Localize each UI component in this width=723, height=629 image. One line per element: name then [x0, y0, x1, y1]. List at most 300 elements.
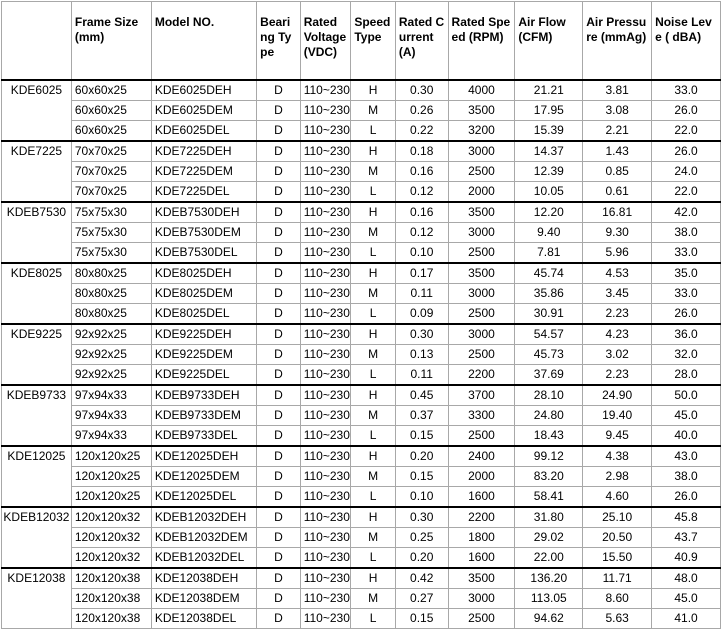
series-cell: KDE9225: [2, 324, 72, 385]
frame-size-cell: 120x120x32: [71, 528, 151, 548]
bearing-type-cell: D: [257, 528, 301, 548]
bearing-type-cell: D: [257, 202, 301, 223]
rated-current-cell: 0.11: [395, 284, 448, 304]
rated-voltage-cell: 110~230: [300, 263, 351, 284]
air-flow-cell: 15.39: [515, 121, 583, 142]
model-no-cell: KDE9225DEL: [151, 365, 256, 386]
model-no-cell: KDEB9733DEM: [151, 406, 256, 426]
table-row: [2, 426, 721, 447]
model-no-cell: KDE9225DEM: [151, 345, 256, 365]
air-pressure-cell: 19.40: [583, 406, 652, 426]
rated-current-cell: 0.17: [395, 263, 448, 284]
rated-voltage-cell: 110~230: [300, 568, 351, 589]
rated-current-cell: 0.30: [395, 324, 448, 345]
air-flow-cell: 94.62: [515, 609, 583, 629]
noise-level-cell: 45.0: [652, 589, 721, 609]
rated-current-cell: 0.20: [395, 548, 448, 569]
table-row: [2, 162, 721, 182]
noise-level-cell: 42.0: [652, 202, 721, 223]
rated-current-cell: 0.13: [395, 345, 448, 365]
table-row: [2, 121, 721, 142]
rated-speed-cell: 2500: [448, 304, 515, 325]
air-flow-cell: 17.95: [515, 101, 583, 121]
rated-voltage-cell: 110~230: [300, 101, 351, 121]
series-cell: KDEB9733: [2, 385, 72, 446]
model-no-cell: KDE6025DEM: [151, 101, 256, 121]
frame-size-cell: 80x80x25: [71, 284, 151, 304]
air-pressure-cell: 8.60: [583, 589, 652, 609]
air-flow-cell: 29.02: [515, 528, 583, 548]
rated-current-cell: 0.37: [395, 406, 448, 426]
speed-type-cell: M: [351, 589, 396, 609]
speed-type-cell: M: [351, 223, 396, 243]
rated-speed-cell: 2400: [448, 446, 515, 467]
speed-type-cell: M: [351, 284, 396, 304]
noise-level-cell: 50.0: [652, 385, 721, 406]
header-rated-voltage: Rated Voltage (VDC): [300, 2, 351, 81]
rated-current-cell: 0.10: [395, 487, 448, 508]
model-no-cell: KDE8025DEL: [151, 304, 256, 325]
model-no-cell: KDE12025DEH: [151, 446, 256, 467]
noise-level-cell: 48.0: [652, 568, 721, 589]
air-pressure-cell: 2.23: [583, 365, 652, 386]
rated-voltage-cell: 110~230: [300, 406, 351, 426]
air-pressure-cell: 25.10: [583, 507, 652, 528]
model-no-cell: KDEB7530DEM: [151, 223, 256, 243]
frame-size-cell: 60x60x25: [71, 121, 151, 142]
table-row: [2, 568, 721, 589]
header-row: [2, 2, 721, 81]
speed-type-cell: L: [351, 426, 396, 447]
noise-level-cell: 26.0: [652, 101, 721, 121]
rated-voltage-cell: 110~230: [300, 609, 351, 629]
model-no-cell: KDE7225DEH: [151, 141, 256, 162]
rated-voltage-cell: 110~230: [300, 528, 351, 548]
speed-type-cell: L: [351, 182, 396, 203]
fan-spec-table: [1, 1, 721, 629]
rated-speed-cell: 2500: [448, 345, 515, 365]
noise-level-cell: 26.0: [652, 304, 721, 325]
model-no-cell: KDE6025DEL: [151, 121, 256, 142]
speed-type-cell: L: [351, 487, 396, 508]
model-no-cell: KDE8025DEH: [151, 263, 256, 284]
rated-voltage-cell: 110~230: [300, 426, 351, 447]
table-row: [2, 324, 721, 345]
frame-size-cell: 120x120x38: [71, 609, 151, 629]
model-no-cell: KDEB9733DEL: [151, 426, 256, 447]
air-pressure-cell: 20.50: [583, 528, 652, 548]
bearing-type-cell: D: [257, 121, 301, 142]
speed-type-cell: H: [351, 507, 396, 528]
rated-voltage-cell: 110~230: [300, 243, 351, 264]
model-no-cell: KDEB12032DEL: [151, 548, 256, 569]
noise-level-cell: 43.7: [652, 528, 721, 548]
rated-speed-cell: 1600: [448, 548, 515, 569]
frame-size-cell: 97x94x33: [71, 406, 151, 426]
rated-speed-cell: 3300: [448, 406, 515, 426]
model-no-cell: KDEB12032DEM: [151, 528, 256, 548]
air-pressure-cell: 16.81: [583, 202, 652, 223]
frame-size-cell: 120x120x25: [71, 467, 151, 487]
model-no-cell: KDE12038DEH: [151, 568, 256, 589]
speed-type-cell: H: [351, 141, 396, 162]
frame-size-cell: 60x60x25: [71, 101, 151, 121]
rated-voltage-cell: 110~230: [300, 304, 351, 325]
frame-size-cell: 60x60x25: [71, 80, 151, 101]
air-flow-cell: 35.86: [515, 284, 583, 304]
bearing-type-cell: D: [257, 101, 301, 121]
bearing-type-cell: D: [257, 609, 301, 629]
frame-size-cell: 75x75x30: [71, 202, 151, 223]
noise-level-cell: 41.0: [652, 609, 721, 629]
rated-voltage-cell: 110~230: [300, 223, 351, 243]
rated-speed-cell: 2000: [448, 182, 515, 203]
air-pressure-cell: 4.23: [583, 324, 652, 345]
bearing-type-cell: D: [257, 243, 301, 264]
table-row: [2, 365, 721, 386]
frame-size-cell: 70x70x25: [71, 141, 151, 162]
rated-speed-cell: 2500: [448, 609, 515, 629]
table-row: [2, 487, 721, 508]
noise-level-cell: 33.0: [652, 243, 721, 264]
bearing-type-cell: D: [257, 507, 301, 528]
air-flow-cell: 136.20: [515, 568, 583, 589]
air-pressure-cell: 4.53: [583, 263, 652, 284]
rated-voltage-cell: 110~230: [300, 121, 351, 142]
rated-speed-cell: 3000: [448, 223, 515, 243]
rated-voltage-cell: 110~230: [300, 182, 351, 203]
air-flow-cell: 21.21: [515, 80, 583, 101]
model-no-cell: KDE7225DEL: [151, 182, 256, 203]
air-flow-cell: 18.43: [515, 426, 583, 447]
table-row: [2, 101, 721, 121]
rated-speed-cell: 1600: [448, 487, 515, 508]
rated-speed-cell: 3000: [448, 284, 515, 304]
table-row: [2, 609, 721, 629]
air-pressure-cell: 2.98: [583, 467, 652, 487]
model-no-cell: KDE6025DEH: [151, 80, 256, 101]
table-row: [2, 467, 721, 487]
series-cell: KDE12025: [2, 446, 72, 507]
bearing-type-cell: D: [257, 365, 301, 386]
rated-current-cell: 0.15: [395, 467, 448, 487]
rated-speed-cell: 3000: [448, 141, 515, 162]
noise-level-cell: 22.0: [652, 182, 721, 203]
series-cell: KDEB7530: [2, 202, 72, 263]
frame-size-cell: 120x120x25: [71, 446, 151, 467]
rated-voltage-cell: 110~230: [300, 365, 351, 386]
speed-type-cell: H: [351, 324, 396, 345]
bearing-type-cell: D: [257, 385, 301, 406]
rated-voltage-cell: 110~230: [300, 284, 351, 304]
speed-type-cell: M: [351, 406, 396, 426]
speed-type-cell: H: [351, 385, 396, 406]
rated-current-cell: 0.16: [395, 202, 448, 223]
rated-current-cell: 0.20: [395, 446, 448, 467]
air-pressure-cell: 5.96: [583, 243, 652, 264]
table-row: [2, 589, 721, 609]
air-flow-cell: 12.39: [515, 162, 583, 182]
rated-current-cell: 0.10: [395, 243, 448, 264]
noise-level-cell: 33.0: [652, 80, 721, 101]
speed-type-cell: H: [351, 446, 396, 467]
table-row: [2, 528, 721, 548]
rated-speed-cell: 2200: [448, 365, 515, 386]
frame-size-cell: 75x75x30: [71, 243, 151, 264]
noise-level-cell: 43.0: [652, 446, 721, 467]
speed-type-cell: L: [351, 121, 396, 142]
air-flow-cell: 14.37: [515, 141, 583, 162]
bearing-type-cell: D: [257, 568, 301, 589]
table-row: [2, 263, 721, 284]
noise-level-cell: 40.9: [652, 548, 721, 569]
rated-current-cell: 0.30: [395, 507, 448, 528]
rated-speed-cell: 2500: [448, 162, 515, 182]
rated-current-cell: 0.27: [395, 589, 448, 609]
frame-size-cell: 120x120x32: [71, 548, 151, 569]
noise-level-cell: 28.0: [652, 365, 721, 386]
header-series: [2, 2, 72, 81]
noise-level-cell: 40.0: [652, 426, 721, 447]
frame-size-cell: 80x80x25: [71, 263, 151, 284]
rated-voltage-cell: 110~230: [300, 446, 351, 467]
table-row: [2, 223, 721, 243]
air-pressure-cell: 4.38: [583, 446, 652, 467]
bearing-type-cell: D: [257, 487, 301, 508]
noise-level-cell: 24.0: [652, 162, 721, 182]
air-pressure-cell: 0.85: [583, 162, 652, 182]
speed-type-cell: H: [351, 263, 396, 284]
rated-current-cell: 0.11: [395, 365, 448, 386]
model-no-cell: KDE12038DEM: [151, 589, 256, 609]
speed-type-cell: M: [351, 162, 396, 182]
table-row: [2, 507, 721, 528]
rated-voltage-cell: 110~230: [300, 548, 351, 569]
table-row: [2, 385, 721, 406]
air-pressure-cell: 1.43: [583, 141, 652, 162]
bearing-type-cell: D: [257, 426, 301, 447]
rated-current-cell: 0.18: [395, 141, 448, 162]
rated-voltage-cell: 110~230: [300, 141, 351, 162]
table-row: [2, 141, 721, 162]
speed-type-cell: M: [351, 101, 396, 121]
air-pressure-cell: 2.23: [583, 304, 652, 325]
speed-type-cell: H: [351, 202, 396, 223]
table-row: [2, 446, 721, 467]
speed-type-cell: M: [351, 467, 396, 487]
header-noise-level: Noise Leve ( dBA): [652, 2, 721, 81]
rated-current-cell: 0.15: [395, 426, 448, 447]
rated-speed-cell: 2000: [448, 467, 515, 487]
air-flow-cell: 9.40: [515, 223, 583, 243]
rated-voltage-cell: 110~230: [300, 487, 351, 508]
frame-size-cell: 97x94x33: [71, 426, 151, 447]
noise-level-cell: 36.0: [652, 324, 721, 345]
air-flow-cell: 99.12: [515, 446, 583, 467]
speed-type-cell: H: [351, 80, 396, 101]
rated-current-cell: 0.12: [395, 182, 448, 203]
rated-speed-cell: 3500: [448, 568, 515, 589]
table-row: [2, 182, 721, 203]
noise-level-cell: 38.0: [652, 223, 721, 243]
rated-current-cell: 0.12: [395, 223, 448, 243]
table-body: [2, 80, 721, 629]
air-flow-cell: 54.57: [515, 324, 583, 345]
bearing-type-cell: D: [257, 345, 301, 365]
bearing-type-cell: D: [257, 324, 301, 345]
table-header: [2, 2, 721, 81]
rated-voltage-cell: 110~230: [300, 80, 351, 101]
rated-voltage-cell: 110~230: [300, 162, 351, 182]
air-pressure-cell: 3.81: [583, 80, 652, 101]
model-no-cell: KDEB9733DEH: [151, 385, 256, 406]
noise-level-cell: 45.0: [652, 406, 721, 426]
air-flow-cell: 12.20: [515, 202, 583, 223]
rated-current-cell: 0.15: [395, 609, 448, 629]
noise-level-cell: 35.0: [652, 263, 721, 284]
air-flow-cell: 58.41: [515, 487, 583, 508]
bearing-type-cell: D: [257, 162, 301, 182]
model-no-cell: KDE8025DEM: [151, 284, 256, 304]
air-pressure-cell: 5.63: [583, 609, 652, 629]
model-no-cell: KDE9225DEH: [151, 324, 256, 345]
air-flow-cell: 83.20: [515, 467, 583, 487]
rated-speed-cell: 2200: [448, 507, 515, 528]
table-row: [2, 202, 721, 223]
series-cell: KDE7225: [2, 141, 72, 202]
frame-size-cell: 120x120x38: [71, 568, 151, 589]
rated-current-cell: 0.22: [395, 121, 448, 142]
rated-current-cell: 0.30: [395, 80, 448, 101]
frame-size-cell: 80x80x25: [71, 304, 151, 325]
air-flow-cell: 31.80: [515, 507, 583, 528]
frame-size-cell: 70x70x25: [71, 182, 151, 203]
bearing-type-cell: D: [257, 223, 301, 243]
rated-speed-cell: 3200: [448, 121, 515, 142]
rated-voltage-cell: 110~230: [300, 324, 351, 345]
speed-type-cell: M: [351, 345, 396, 365]
rated-current-cell: 0.09: [395, 304, 448, 325]
rated-voltage-cell: 110~230: [300, 345, 351, 365]
noise-level-cell: 22.0: [652, 121, 721, 142]
header-rated-speed: Rated Speed (RPM): [448, 2, 515, 81]
rated-speed-cell: 1800: [448, 528, 515, 548]
air-pressure-cell: 2.21: [583, 121, 652, 142]
air-pressure-cell: 3.08: [583, 101, 652, 121]
frame-size-cell: 97x94x33: [71, 385, 151, 406]
rated-speed-cell: 3500: [448, 263, 515, 284]
rated-current-cell: 0.45: [395, 385, 448, 406]
frame-size-cell: 120x120x32: [71, 507, 151, 528]
air-pressure-cell: 15.50: [583, 548, 652, 569]
speed-type-cell: L: [351, 365, 396, 386]
air-pressure-cell: 24.90: [583, 385, 652, 406]
frame-size-cell: 120x120x38: [71, 589, 151, 609]
noise-level-cell: 26.0: [652, 487, 721, 508]
header-air-pressure: Air Pressure (mmAg): [583, 2, 652, 81]
header-speed-type: Speed Type: [351, 2, 396, 81]
table-row: [2, 284, 721, 304]
bearing-type-cell: D: [257, 141, 301, 162]
speed-type-cell: L: [351, 609, 396, 629]
table-row: [2, 304, 721, 325]
table-row: [2, 345, 721, 365]
model-no-cell: KDE12038DEL: [151, 609, 256, 629]
bearing-type-cell: D: [257, 406, 301, 426]
table-row: [2, 406, 721, 426]
frame-size-cell: 92x92x25: [71, 345, 151, 365]
air-flow-cell: 28.10: [515, 385, 583, 406]
frame-size-cell: 92x92x25: [71, 365, 151, 386]
bearing-type-cell: D: [257, 467, 301, 487]
bearing-type-cell: D: [257, 263, 301, 284]
air-pressure-cell: 3.02: [583, 345, 652, 365]
air-flow-cell: 45.74: [515, 263, 583, 284]
table-row: [2, 80, 721, 101]
header-rated-current: Rated Current (A): [395, 2, 448, 81]
noise-level-cell: 26.0: [652, 141, 721, 162]
air-flow-cell: 37.69: [515, 365, 583, 386]
rated-voltage-cell: 110~230: [300, 467, 351, 487]
air-flow-cell: 10.05: [515, 182, 583, 203]
model-no-cell: KDEB7530DEL: [151, 243, 256, 264]
model-no-cell: KDEB7530DEH: [151, 202, 256, 223]
bearing-type-cell: D: [257, 182, 301, 203]
air-flow-cell: 45.73: [515, 345, 583, 365]
speed-type-cell: H: [351, 568, 396, 589]
rated-speed-cell: 2500: [448, 243, 515, 264]
rated-current-cell: 0.25: [395, 528, 448, 548]
speed-type-cell: M: [351, 528, 396, 548]
noise-level-cell: 33.0: [652, 284, 721, 304]
series-cell: KDE6025: [2, 80, 72, 141]
rated-speed-cell: 4000: [448, 80, 515, 101]
rated-speed-cell: 3700: [448, 385, 515, 406]
header-bearing-type: Bearing Type: [257, 2, 301, 81]
rated-current-cell: 0.16: [395, 162, 448, 182]
air-pressure-cell: 9.45: [583, 426, 652, 447]
speed-type-cell: L: [351, 548, 396, 569]
rated-speed-cell: 3500: [448, 101, 515, 121]
header-air-flow: Air Flow (CFM): [515, 2, 583, 81]
frame-size-cell: 75x75x30: [71, 223, 151, 243]
series-cell: KDE8025: [2, 263, 72, 324]
model-no-cell: KDE12025DEM: [151, 467, 256, 487]
frame-size-cell: 120x120x25: [71, 487, 151, 508]
frame-size-cell: 92x92x25: [71, 324, 151, 345]
air-pressure-cell: 11.71: [583, 568, 652, 589]
bearing-type-cell: D: [257, 446, 301, 467]
header-model-no: Model NO.: [151, 2, 256, 81]
frame-size-cell: 70x70x25: [71, 162, 151, 182]
rated-current-cell: 0.42: [395, 568, 448, 589]
rated-voltage-cell: 110~230: [300, 385, 351, 406]
bearing-type-cell: D: [257, 589, 301, 609]
bearing-type-cell: D: [257, 80, 301, 101]
model-no-cell: KDE12025DEL: [151, 487, 256, 508]
table-row: [2, 243, 721, 264]
header-frame-size: Frame Size (mm): [71, 2, 151, 81]
bearing-type-cell: D: [257, 548, 301, 569]
bearing-type-cell: D: [257, 284, 301, 304]
series-cell: KDE12038: [2, 568, 72, 629]
table-row: [2, 548, 721, 569]
rated-voltage-cell: 110~230: [300, 589, 351, 609]
air-pressure-cell: 9.30: [583, 223, 652, 243]
air-flow-cell: 113.05: [515, 589, 583, 609]
model-no-cell: KDEB12032DEH: [151, 507, 256, 528]
air-flow-cell: 22.00: [515, 548, 583, 569]
